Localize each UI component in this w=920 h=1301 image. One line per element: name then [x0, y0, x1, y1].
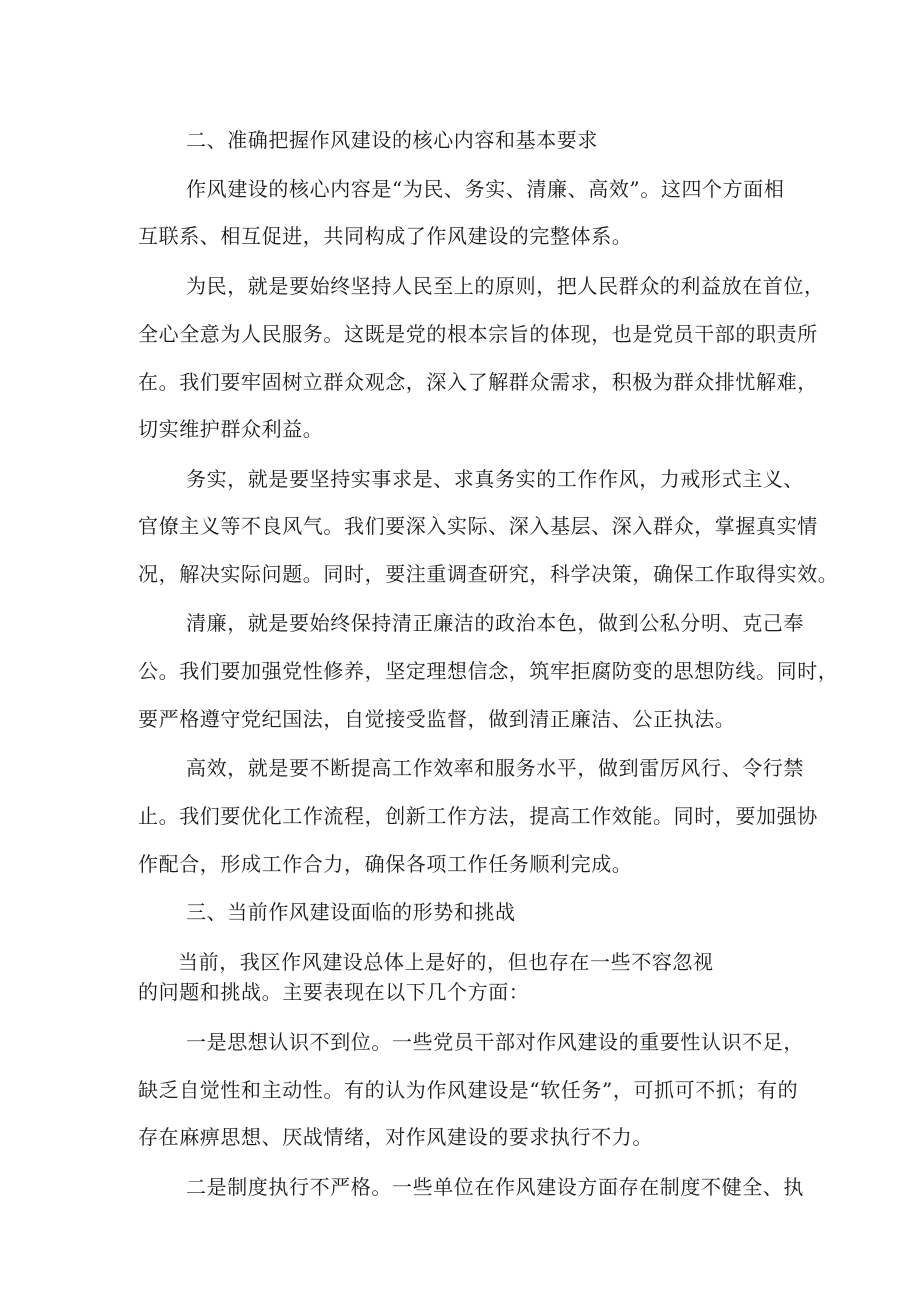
paragraph-line: 为民，就是要始终坚持人民至上的原则，把人民群众的利益放在首位， — [186, 274, 825, 298]
paragraph-line: 存在麻痹思想、厌战情绪，对作风建设的要求执行不力。 — [138, 1125, 653, 1149]
paragraph-line: 全心全意为人民服务。这既是党的根本宗旨的体现，也是党员干部的职责所 — [138, 322, 818, 346]
paragraph-line: 二是制度执行不严格。一些单位在作风建设方面存在制度不健全、执 — [186, 1175, 804, 1199]
paragraph-line: 互联系、相互促进，共同构成了作风建设的完整体系。 — [138, 224, 633, 248]
paragraph-line: 高效，就是要不断提高工作效率和服务水平，做到雷厉风行、令行禁 — [186, 756, 804, 780]
paragraph-line: 止。我们要优化工作流程，创新工作方法，提高工作效能。同时，要加强协 — [138, 804, 818, 828]
paragraph-line: 的问题和挑战。主要表现在以下几个方面： — [138, 980, 530, 1004]
paragraph-line: 切实维护群众利益。 — [138, 417, 324, 441]
paragraph-line: 公。我们要加强党性修养，坚定理想信念，筑牢拒腐防变的思想防线。同时， — [138, 659, 839, 683]
section-heading: 三、当前作风建设面临的形势和挑战 — [186, 900, 516, 924]
paragraph-line: 一是思想认识不到位。一些党员干部对作风建设的重要性认识不足， — [186, 1030, 804, 1054]
paragraph-line: 作配合，形成工作合力，确保各项工作任务顺利完成。 — [138, 852, 633, 876]
paragraph-line: 官僚主义等不良风气。我们要深入实际、深入基层、深入群众，掌握真实情 — [138, 514, 818, 538]
paragraph-line: 当前，我区作风建设总体上是好的，但也存在一些不容忽视 — [178, 950, 714, 974]
paragraph-line: 作风建设的核心内容是“为民、务实、清廉、高效”。这四个方面相 — [186, 177, 785, 201]
section-heading: 二、准确把握作风建设的核心内容和基本要求 — [186, 128, 598, 152]
paragraph-line: 缺乏自觉性和主动性。有的认为作风建设是“软任务”，可抓可不抓；有的 — [138, 1078, 799, 1102]
paragraph-line: 要严格遵守党纪国法，自觉接受监督，做到清正廉洁、公正执法。 — [138, 707, 736, 731]
paragraph-line: 在。我们要牢固树立群众观念，深入了解群众需求，积极为群众排忧解难， — [138, 370, 818, 394]
paragraph-line: 务实，就是要坚持实事求是、求真务实的工作作风，力戒形式主义、 — [186, 467, 804, 491]
paragraph-line: 清廉，就是要始终保持清正廉洁的政治本色，做到公私分明、克己奉 — [186, 611, 804, 635]
paragraph-line: 况，解决实际问题。同时，要注重调查研究，科学决策，确保工作取得实效。 — [138, 562, 839, 586]
